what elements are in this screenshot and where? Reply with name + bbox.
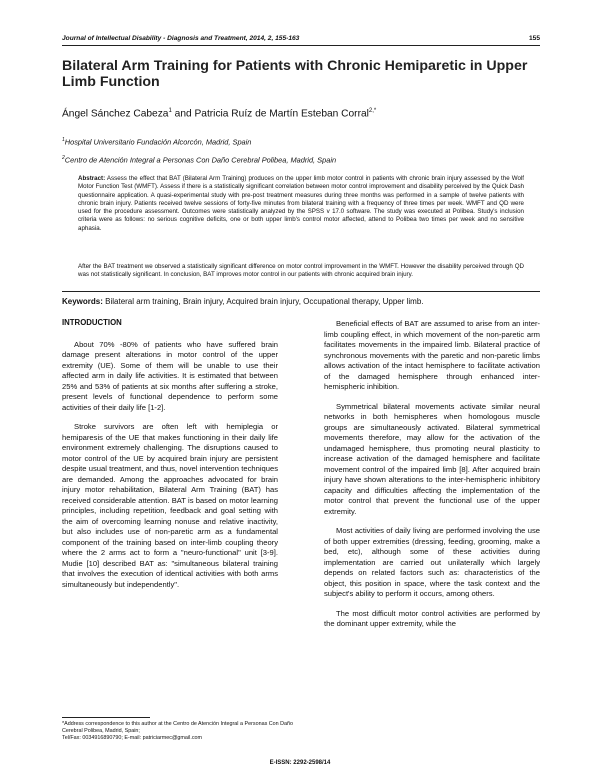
author-1-affiliation-mark: 1 <box>168 108 172 114</box>
body-paragraph: Stroke survivors are often left with hemiplegia or hemiparesis of the UE that makes functioning in their daily life environment extremely challenging. The disruptions caused to motor control of the UE by acquired brain injury are persistent despite usual treatment, and thus, novel intervention techniques are demanded. Among the approaches advocated for brain injury motor rehabilitation, Bilateral Arm Training (BAT) has received considerable attention. BAT is based on motor learning principles, including repetition, feedback and goal setting with the aim of overcoming learning nonuse and relative inactivity, but also includes use of non-paretic arm as a fundamental component of the training based on inter-limb coupling theory where the 2 arms act to form a "neuro-functional" unit [3-9]. Mudie [10] described BAT as: "simultaneous bilateral training that involves the execution of identical activities with both arms simultaneously but independently". <box>62 422 278 589</box>
author-2: Patricia Ruíz de Martín Esteban Corral <box>194 108 369 120</box>
footnote-rule <box>62 717 150 718</box>
affiliation-2 <box>62 155 336 164</box>
issn-footer: E-ISSN: 2292-2598/14 <box>269 760 331 766</box>
keywords-label: Keywords: <box>62 297 103 306</box>
body-paragraph: Symmetrical bilateral movements activate similar neural networks in both hemispheres when homologous muscle groups are simultaneously activated. Bilateral symmetrical movements therefore, may allow for the activation of the undamaged hemisphere, thus promoting neural plasticity to increase activation of the damaged hemisphere and facilitate movement control of the impaired limb [8]. After acquired brain injury have shown alterations to the inter-hemispheric inhibitory capacity and difficulties affecting the implementation of the motor control that prevent the functional use of the upper extremity. <box>324 401 540 516</box>
footnote-line-2: Tel/Fax: 0034916890790; E-mail: patriciarmec@gmail.com <box>62 735 203 741</box>
body-paragraph: Most activities of daily living are performed involving the use of both upper extremities (dressing, feeding, grooming, make a bed, etc), although some of these activities during implementation are carried out unilaterally which largely depends on related factors such as: characteristics of the object, this position in space, where the task context and the subject's ability to perform it occurs, among others. <box>324 526 540 598</box>
abstract-paragraph-1 <box>78 175 524 233</box>
page-number: 155 <box>528 35 540 42</box>
right-column <box>324 319 540 639</box>
left-column <box>62 318 278 599</box>
affiliation-1-mark: 1 <box>62 137 65 143</box>
affiliation-1 <box>62 137 251 146</box>
section-heading-introduction: INTRODUCTION <box>62 318 122 327</box>
abstract-text-1: Assess the effect that BAT (Bilateral Arm Training) produces on the upper limb motor control in patients with chronic brain injury assessed by the Wolf Motor Function Test (WMFT). Assess if there is a statistically significant correlation between motor control improvement and disability perceived by the Quick Dash questionnaire application. A quasi-experimental study with pre-post treatment measures during three months was performed in a sample of twelve patients with chronic brain injury. Patients received twelve sessions of forty-five minutes from bilateral training with a frequency of three times per week. WMFT and QD were used for the procedure assessment. Outcomes were statistically analyzed by the SPSS v 17.0 software. The study was executed at Polibea. Study's inclusion criteria were as follows: no serious cognitive deficits, one or both upper limb's control motor affected, attend to Polibea two times per week and no sensitive aphasia. <box>78 175 524 232</box>
abstract-rule <box>62 291 540 292</box>
paper-title: Bilateral Arm Training for Patients with Chronic Hemiparetic in Upper Limb Function <box>62 58 528 90</box>
author-1: Ángel Sánchez Cabeza <box>62 108 169 120</box>
author-list <box>62 108 376 119</box>
body-paragraph: About 70% -80% of patients who have suffered brain damage present alterations in motor control of the upper extremity (UE). Some of them will be unable to use their affected arm in daily life activities. It is estimated that between 25% and 53% of patients at six months after suffering a stroke, present levels of functional dependence to perform some activities of their daily life [1-2]. <box>62 339 278 412</box>
running-header <box>62 35 540 42</box>
affiliation-1-text: Hospital Universitario Fundación Alcorcón, Madrid, Spain <box>64 137 252 147</box>
journal-citation: Journal of Intellectual Disability - Diagnosis and Treatment, 2014, 2, 155-163 <box>62 35 300 42</box>
author-connector: and <box>171 108 195 120</box>
affiliation-2-mark: 2 <box>62 155 65 161</box>
keywords-text: Bilateral arm training, Brain injury, Acquired brain injury, Occupational therapy, Upper limb. <box>102 297 424 306</box>
header-rule <box>62 45 540 46</box>
footnote-line-1: *Address correspondence to this author at the Centro de Atención Integral a Personas Con Daño Cerebral Polibea, Madrid, Spain; <box>62 721 294 734</box>
author-2-affiliation-mark: 2,* <box>368 108 377 114</box>
affiliation-2-text: Centro de Atención Integral a Personas Con Daño Cerebral Polibea, Madrid, Spain <box>64 155 337 165</box>
body-paragraph: Beneficial effects of BAT are assumed to arise from an inter-limb coupling effect, in which movement of the non-paretic arm facilitates movements in the impaired limb. Bilateral practice of synchronous movements with the paretic and non-paretic limbs allows activation of the intact hemisphere to facilitate activation of the damaged hemisphere through enhanced inter-hemispheric inhibition. <box>324 319 540 391</box>
abstract-paragraph-2: After the BAT treatment we observed a statistically significant difference on motor control improvement in the WMFT. However the disability perceived through QD was not statistically significant. In conclusion, BAT improves motor control in our patients with chronic acquired brain injury. <box>78 263 524 279</box>
keywords <box>62 297 540 306</box>
body-paragraph: The most difficult motor control activities are performed by the dominant upper extremity, while the <box>324 608 540 628</box>
correspondence-footnote <box>62 721 302 742</box>
abstract-label: Abstract: <box>78 175 106 182</box>
